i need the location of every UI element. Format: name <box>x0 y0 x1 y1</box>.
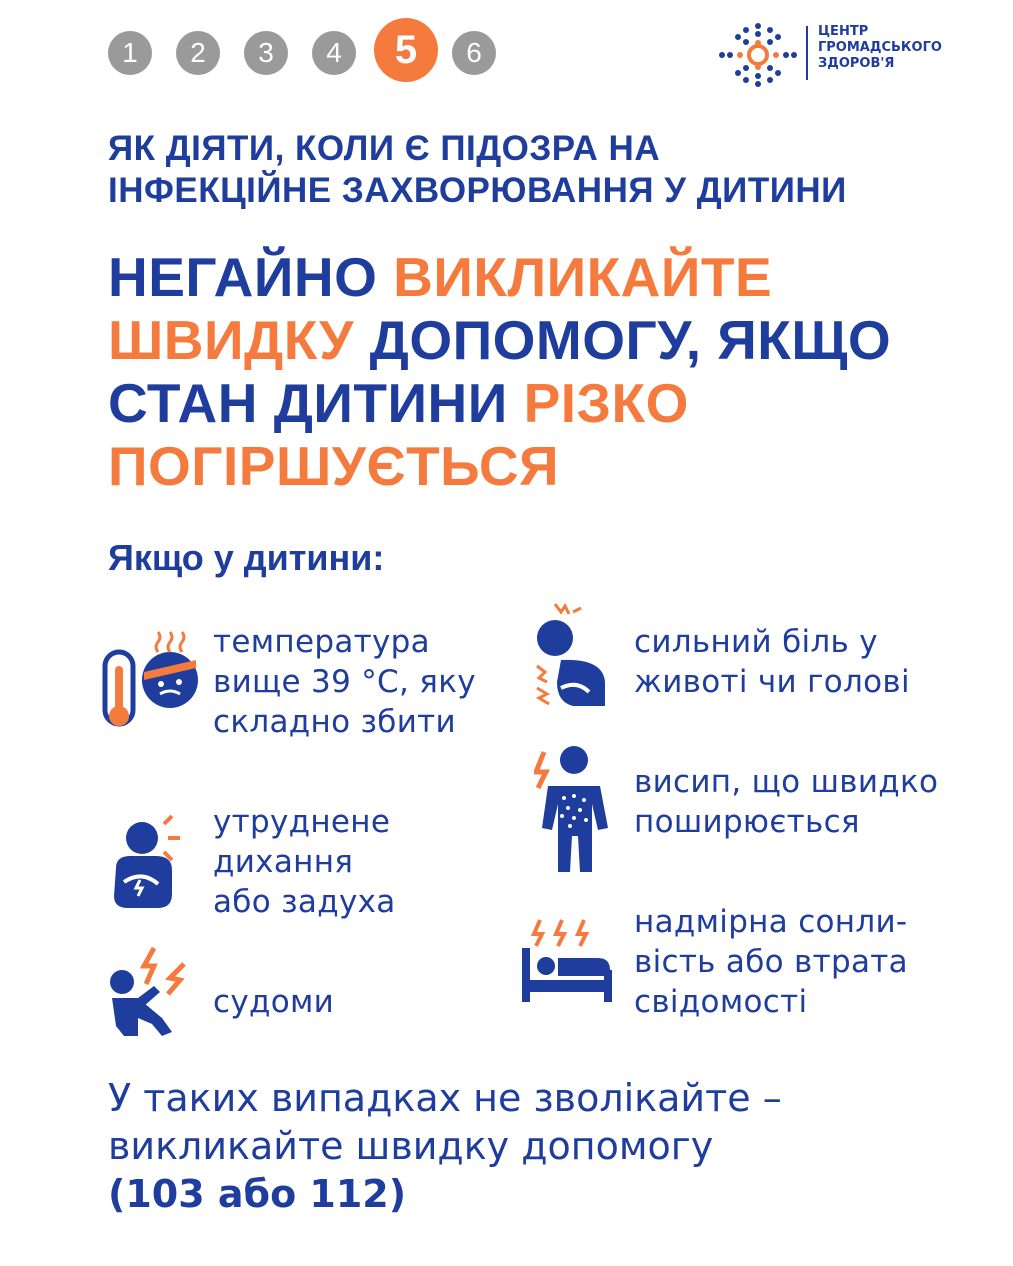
logo-emblem-icon <box>718 22 798 88</box>
symptom-temperature-line-3: складно збити <box>213 704 456 740</box>
symptom-seizures-line-1: судоми <box>213 984 335 1020</box>
logo-text <box>818 24 942 72</box>
subtitle <box>108 128 968 212</box>
symptom-rash-line-2: поширюється <box>634 804 860 840</box>
logo-divider <box>806 26 808 80</box>
headline <box>108 246 988 498</box>
headline-highlight-call: ВИКЛИКАЙТЕ <box>393 246 773 308</box>
step-3: 3 <box>244 31 288 75</box>
bed-sleep-icon <box>520 918 614 1004</box>
logo-line-3: ЗДОРОВ'Я <box>818 56 895 71</box>
symptom-drowsiness <box>634 902 908 1022</box>
abdominal-pain-icon <box>533 602 609 712</box>
symptom-breathing-line-1: утруднене <box>213 804 391 840</box>
symptom-drowsiness-line-3: свідомості <box>634 984 808 1020</box>
footer-call-to-action <box>108 1074 968 1218</box>
step-4: 4 <box>312 31 356 75</box>
subtitle-line-2: ІНФЕКЦІЙНЕ ЗАХВОРЮВАННЯ У ДИТИНИ <box>108 171 847 210</box>
headline-part-4: ДОПОМОГУ, ЯКЩО <box>353 309 892 371</box>
emergency-numbers: (103 або 112) <box>108 1172 407 1216</box>
logo-line-1: ЦЕНТР <box>818 24 869 39</box>
footer-line-1: У таких випадках не зволікайте – <box>108 1076 782 1120</box>
symptom-rash <box>634 762 938 842</box>
rash-icon <box>534 744 610 874</box>
breathing-difficulty-icon <box>102 808 192 916</box>
seizure-icon <box>108 946 194 1038</box>
logo-line-2: ГРОМАДСЬКОГО <box>818 40 942 55</box>
headline-highlight-ambulance: ШВИДКУ <box>108 309 354 371</box>
symptom-breathing-line-3: або задуха <box>213 884 396 920</box>
symptom-drowsiness-line-1: надмірна сонли- <box>634 904 908 940</box>
thermometer-fever-icon <box>100 628 200 736</box>
symptom-temperature-line-1: температура <box>213 624 430 660</box>
symptom-seizures <box>213 982 334 1022</box>
step-5-active: 5 <box>374 18 438 82</box>
headline-highlight-sharply: РІЗКО <box>523 372 689 434</box>
step-1: 1 <box>108 31 152 75</box>
headline-highlight-worsens: ПОГІРШУЄТЬСЯ <box>108 435 560 497</box>
headline-part-1: НЕГАЙНО <box>108 246 394 308</box>
symptom-temperature <box>213 622 476 742</box>
symptom-pain-line-1: сильний біль у <box>634 624 878 660</box>
footer-line-2: викликайте швидку допомогу <box>108 1124 714 1168</box>
symptom-breathing-line-2: дихання <box>213 844 354 880</box>
symptom-breathing <box>213 802 396 922</box>
public-health-center-logo <box>718 22 942 88</box>
symptom-drowsiness-line-2: вість або втрата <box>634 944 908 980</box>
step-6: 6 <box>452 31 496 75</box>
step-indicator <box>108 28 508 88</box>
if-label: Якщо у дитини: <box>108 537 385 578</box>
symptom-pain <box>634 622 910 702</box>
subtitle-line-1: ЯК ДІЯТИ, КОЛИ Є ПІДОЗРА НА <box>108 129 661 168</box>
symptom-temperature-line-2: вище 39 °С, яку <box>213 664 476 700</box>
symptom-pain-line-2: животі чи голові <box>634 664 910 700</box>
step-2: 2 <box>176 31 220 75</box>
symptom-rash-line-1: висип, що швидко <box>634 764 939 800</box>
headline-part-5: СТАН ДИТИНИ <box>108 372 524 434</box>
